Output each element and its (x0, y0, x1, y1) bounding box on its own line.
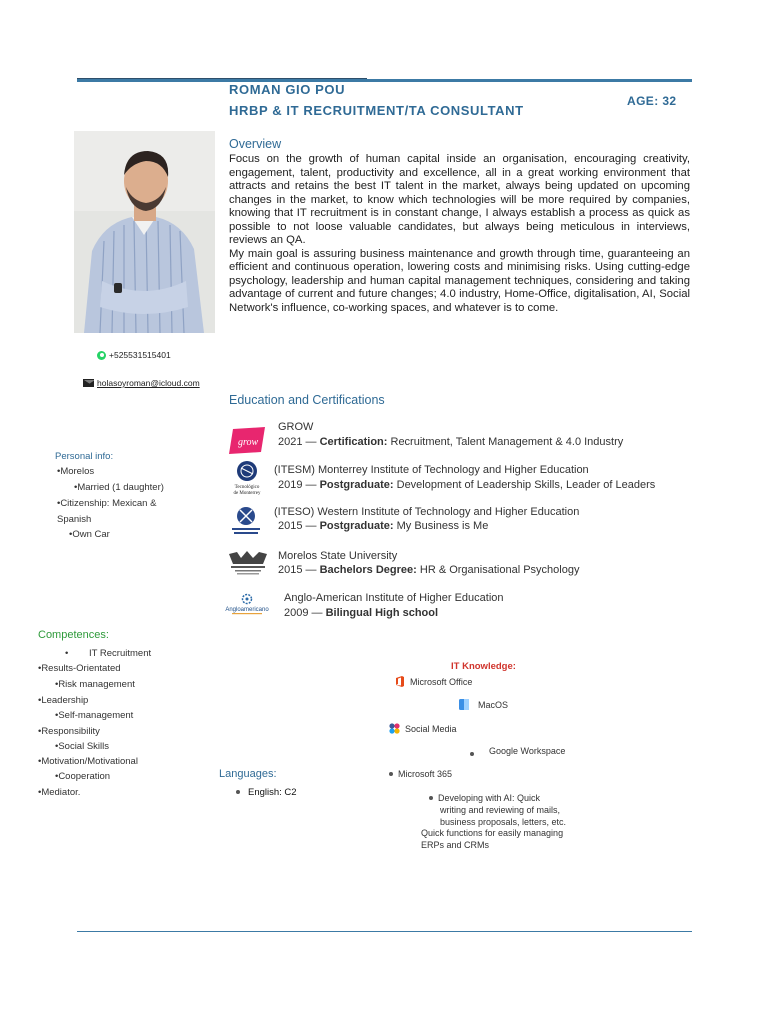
personal-item: •Morelos (57, 466, 95, 477)
email-contact[interactable] (83, 378, 200, 388)
svg-text:grow: grow (238, 437, 259, 448)
mail-icon (83, 379, 94, 387)
svg-text:de Monterrey: de Monterrey (233, 491, 261, 496)
overview-paragraph-2: My main goal is assuring business maintenance and growth through time, guaranteeing an efficient and continuous operation, lowering costs and minimising risks. Using cutting-edge psychology, leadership and human capital management techniques, considering and taking advantage of current and future changes; 4.0 industry, Home-Office, digitalisation, AI, Social Network's influence, co-working spaces, and whatever is to come. (229, 247, 690, 314)
edu-detail-grow: 2021 — Certification: Recruitment, Talent Management & 4.0 Industry (278, 436, 624, 448)
edu-detail-itesm: 2019 — Postgraduate: Development of Leadership Skills, Leader of Leaders (278, 479, 656, 491)
edu-institution-itesm: (ITESM) Monterrey Institute of Technology and Higher Education (274, 464, 589, 476)
it-item-ai-line: business proposals, letters, etc. (440, 817, 567, 827)
itesm-logo (227, 460, 267, 496)
it-item-ai-line: ERPs and CRMs (421, 840, 490, 850)
personal-item: •Married (1 daughter) (74, 482, 164, 493)
edu-institution-uaem: Morelos State University (278, 550, 398, 562)
social-media-icon (389, 723, 400, 734)
overview-title: Overview (229, 137, 282, 151)
overview-body (229, 153, 690, 315)
competence-item: •Responsibility (38, 726, 100, 737)
it-item-office: Microsoft Office (395, 676, 472, 687)
edu-institution-anglo: Anglo-American Institute of Higher Education (284, 592, 504, 604)
edu-institution-iteso: (ITESO) Western Institute of Technology and Higher Education (274, 506, 580, 518)
competence-item: •Mediator. (38, 787, 81, 798)
competence-item: •Risk management (55, 679, 135, 690)
competence-item: •Results-Orientated (38, 663, 121, 674)
education-title: Education and Certifications (229, 393, 385, 407)
phone-contact[interactable] (97, 350, 171, 360)
personal-item: Spanish (57, 514, 92, 525)
footer-rule (77, 931, 692, 932)
personal-item: •Own Car (69, 529, 110, 540)
competence-item: •Self-management (55, 710, 134, 721)
competence-item: •Cooperation (55, 771, 111, 782)
it-item-microsoft-365: Microsoft 365 (389, 769, 452, 779)
bullet-icon (470, 752, 474, 756)
it-item-ai: Developing with AI: Quick (429, 793, 540, 803)
profile-photo (74, 131, 215, 333)
candidate-role: HRBP & IT RECRUITMENT/TA CONSULTANT (229, 103, 524, 118)
bullet-icon (236, 790, 240, 794)
uaem-logo (227, 550, 269, 576)
it-item-macos: MacOS (459, 699, 508, 710)
svg-text:Angloamericano: Angloamericano (225, 607, 269, 613)
competence-item: IT Recruitment (89, 648, 152, 659)
bullet-icon (389, 772, 393, 776)
angloamericano-logo (224, 592, 270, 618)
grow-logo (229, 427, 265, 454)
competences-title: Competences: (38, 629, 109, 641)
edu-detail-iteso: 2015 — Postgraduate: My Business is Me (278, 520, 489, 532)
it-item-social-media: Social Media (389, 723, 457, 734)
language-item: English: C2 (236, 787, 297, 798)
candidate-name: ROMAN GIO POU (229, 82, 346, 97)
it-item-ai-line: writing and reviewing of mails, (440, 805, 561, 815)
competence-item: •Leadership (38, 695, 89, 706)
edu-detail-anglo: 2009 — Bilingual High school (284, 607, 439, 619)
iteso-logo (228, 505, 264, 539)
languages-title: Languages: (219, 768, 277, 780)
finder-icon (459, 699, 469, 710)
phone-number: +525531515401 (109, 350, 171, 360)
whatsapp-icon (97, 351, 106, 360)
competence-item: •Social Skills (55, 741, 110, 752)
header-rule (77, 79, 692, 82)
email-address[interactable]: holasoyroman@icloud.com (97, 378, 200, 388)
svg-text:Tecnológico: Tecnológico (234, 485, 260, 490)
bullet-icon (429, 796, 433, 800)
competence-item: • (65, 648, 69, 659)
it-item-google-workspace: Google Workspace (470, 746, 565, 756)
personal-item: •Citizenship: Mexican & (57, 498, 157, 509)
it-item-ai-line: Quick functions for easily managing (421, 828, 564, 838)
candidate-age: AGE: 32 (627, 94, 677, 108)
edu-institution-grow: GROW (278, 421, 314, 433)
it-knowledge-title: IT Knowledge: (451, 661, 516, 672)
personal-info-title: Personal info: (55, 451, 114, 462)
office-icon (395, 676, 405, 687)
overview-paragraph-1: Focus on the growth of human capital inside an organisation, encouraging creativity, engagement, talent, productivity and excellence, all in a great working environment that attracts and retains the best IT talent in the market, always being updated on upcoming changes in the market, to know which technologies will be more required by companies, knowing that IT recruitment is in constant change, I always establish a process as quick as possible to not loose valuable candidates, but always being meticulous in interviews, reviews an QA. (229, 153, 690, 246)
competence-item: •Motivation/Motivational (38, 756, 138, 767)
edu-detail-uaem: 2015 — Bachelors Degree: HR & Organisational Psychology (278, 564, 580, 576)
